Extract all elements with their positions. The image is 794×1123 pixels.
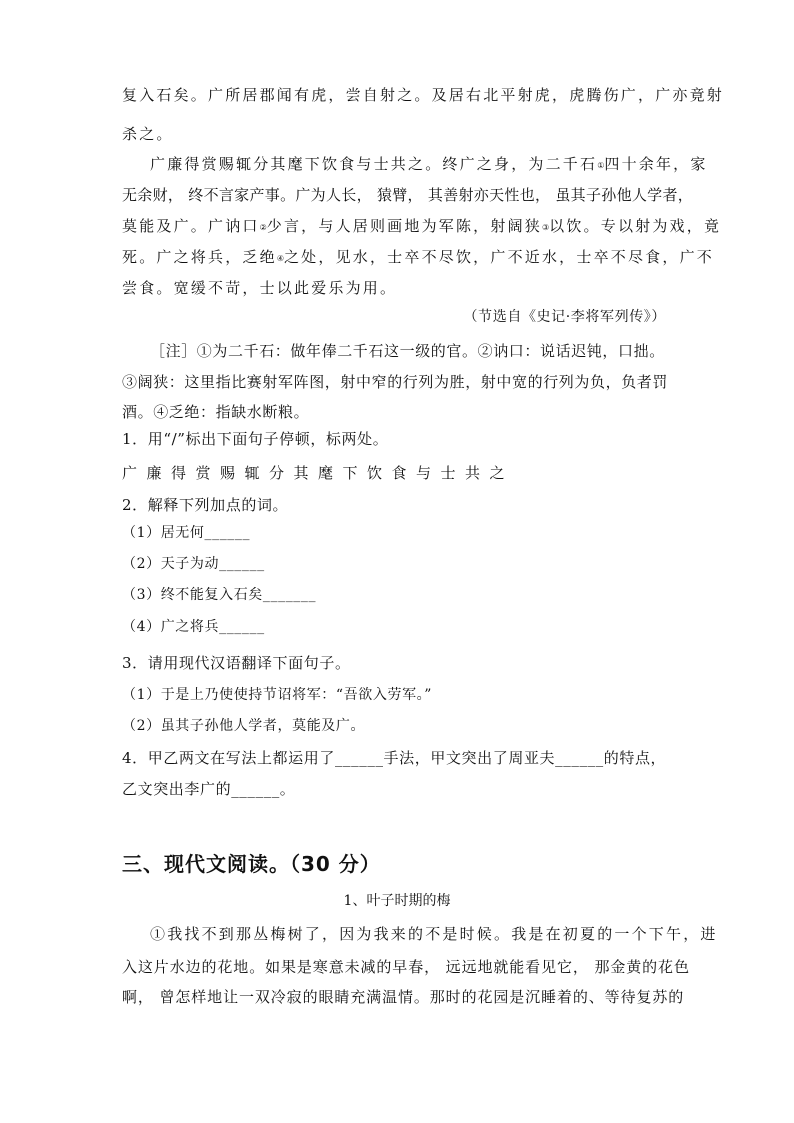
passage-line xyxy=(122,215,721,236)
question-2-item: （2）天子为动______ xyxy=(122,556,265,572)
question-3: 3．请用现代汉语翻译下面句子。 xyxy=(122,654,351,672)
notes-line: ③阔狭：这里指比赛射军阵图，射中窄的行列为胜，射中宽的行列为负，负者罚 xyxy=(122,373,669,391)
passage-text: 广廉得赏赐辄分其麾下饮食与士共之。终广之身，为二千石 xyxy=(150,155,598,173)
passage-text: 少言，与人居则画地为军陈，射阔狭 xyxy=(266,217,542,235)
section-heading: 三、现代文阅读。（30 分） xyxy=(122,852,381,876)
question-4: 4．甲乙两文在写法上都运用了______手法，甲文突出了周亚夫______的特点， xyxy=(122,749,667,767)
passage-line: 复入石矣。广所居郡闻有虎，尝自射之。及居右北平射虎，虎腾伤广，广亦竟射 xyxy=(122,86,725,104)
article-line: ①我找不到那丛梅树了，因为我来的不是时候。我是在初夏的一个下午，进 xyxy=(150,925,718,943)
passage-text: 以饮。专以射为戏，竟 xyxy=(549,217,722,235)
question-2-item: （1）居无何______ xyxy=(122,525,251,541)
question-3-item: （1）于是上乃使使持节诏将军：“吾欲入劳军。” xyxy=(122,687,433,703)
question-1: 1．用“/”标出下面句子停顿，标两处。 xyxy=(122,430,389,448)
passage-line xyxy=(122,246,714,267)
note-marker: ① xyxy=(597,161,605,170)
question-4: 乙文突出李广的______。 xyxy=(122,780,296,798)
question-3-item: （2）虽其子孙他人学者，莫能及广。 xyxy=(122,718,366,734)
article-line: 啊， 曾怎样地让一双冷寂的眼睛充满温情。那时的花园是沉睡着的、等待复苏的 xyxy=(122,988,685,1006)
note-marker: ④ xyxy=(276,254,284,263)
passage-text: 莫能及广。广讷口 xyxy=(122,217,260,235)
passage-source: （节选自《史记·李将军列传》） xyxy=(463,309,666,325)
note-marker: ③ xyxy=(541,223,550,232)
passage-text: 死。广之将兵，乏绝 xyxy=(122,248,277,266)
passage-line: 尝食。宽缓不苛，士以此爱乐为用。 xyxy=(122,279,398,297)
question-2-item: （3）终不能复入石矣_______ xyxy=(122,587,317,603)
question-1-sentence: 广廉得赏赐辄分其麾下饮食与士共之 xyxy=(122,464,515,482)
passage-text: 之处，见水，士卒不尽饮，广不近水，士卒不尽食，广不 xyxy=(283,248,714,266)
notes-line: 酒。④乏绝：指缺水断粮。 xyxy=(122,403,310,421)
passage-text: 四十余年，家 xyxy=(604,155,708,173)
note-marker: ② xyxy=(259,223,267,232)
question-2: 2．解释下列加点的词。 xyxy=(122,496,289,514)
question-2-item: （4）广之将兵______ xyxy=(122,619,265,635)
passage-line: 无余财， 终不言家产事。广为人长， 猿臂， 其善射亦天性也， 虽其子孙他人学者， xyxy=(122,186,694,204)
passage-line xyxy=(150,153,708,174)
article-title: 1、叶子时期的梅 xyxy=(343,893,451,909)
article-line: 入这片水边的花地。如果是寒意未减的早春， 远远地就能看见它， 那金黄的花色 xyxy=(122,958,690,976)
passage-line: 杀之。 xyxy=(122,125,174,143)
notes-line: ［注］①为二千石：做年俸二千石这一级的官。②讷口：说话迟钝，口拙。 xyxy=(150,342,665,360)
